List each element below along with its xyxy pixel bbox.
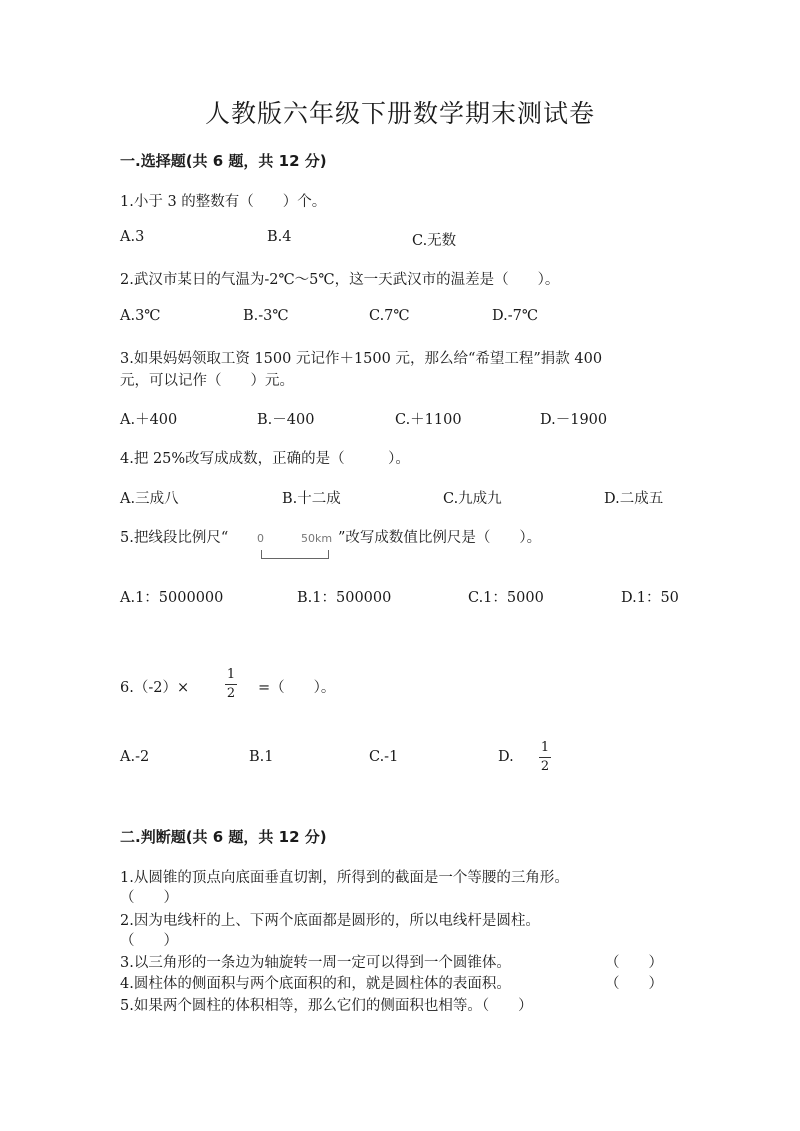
question-1: 1.小于 3 的整数有（ ）个。: [120, 194, 327, 210]
q6-option-b: B.1: [249, 749, 274, 765]
fraction-denominator: 2: [226, 686, 236, 701]
question-5-suffix: ”改写成数值比例尺是（ ）。: [338, 530, 542, 546]
q4-option-b: B.十二成: [282, 491, 341, 507]
question-3-line-1: 3.如果妈妈领取工资 1500 元记作＋1500 元，那么给“希望工程”捐款 400: [120, 351, 603, 367]
fraction-bar: [539, 757, 551, 758]
section-heading-choice: 一.选择题(共 6 题，共 12 分): [120, 152, 327, 170]
q5-option-d: D.1：50: [621, 590, 679, 606]
question-6-suffix: =（ ）。: [258, 680, 336, 696]
question-3-line-2: 元，可以记作（ ）元。: [120, 373, 294, 389]
q5-option-c: C.1：5000: [468, 590, 544, 606]
q6-option-d-fraction: [539, 741, 551, 774]
q1-option-b: B.4: [267, 229, 292, 245]
question-5-prefix: 5.把线段比例尺“: [120, 530, 229, 546]
q4-option-c: C.九成九: [443, 491, 502, 507]
q6-option-d: D.: [498, 749, 514, 765]
q1-option-a: A.3: [120, 229, 145, 245]
judgement-1: 1.从圆锥的顶点向底面垂直切割，所得到的截面是一个等腰的三角形。: [120, 870, 569, 886]
q4-option-a: A.三成八: [120, 491, 179, 507]
question-6-prefix: 6.（-2）×: [120, 680, 190, 696]
scale-end-label: 50km: [301, 532, 333, 545]
fraction-bar: [225, 684, 237, 685]
page-title: 人教版六年级下册数学期末测试卷: [204, 99, 595, 128]
q6-option-a: A.-2: [120, 749, 150, 765]
scale-start-label: 0: [257, 532, 264, 545]
q6-fraction: [225, 668, 237, 701]
question-2: 2.武汉市某日的气温为-2℃～5℃，这一天武汉市的温差是（ ）。: [120, 272, 560, 288]
judgement-4-bracket: （ ）: [605, 976, 663, 992]
scale-bar: [261, 550, 329, 559]
judgement-4: 4.圆柱体的侧面积与两个底面积的和，就是圆柱体的表面积。: [120, 976, 511, 992]
q3-option-a: A.＋400: [120, 412, 178, 428]
fraction-numerator: 1: [226, 667, 236, 682]
judgement-3: 3.以三角形的一条边为轴旋转一周一定可以得到一个圆锥体。: [120, 955, 511, 971]
section-heading-judgement: 二.判断题(共 6 题，共 12 分): [120, 828, 327, 846]
q2-option-c: C.7℃: [369, 308, 410, 324]
q3-option-b: B.－400: [257, 412, 315, 428]
q1-option-c: C.无数: [412, 233, 457, 249]
q3-option-d: D.－1900: [540, 412, 608, 428]
q5-option-a: A.1：5000000: [120, 590, 224, 606]
q6-option-c: C.-1: [369, 749, 399, 765]
q5-option-b: B.1：500000: [297, 590, 392, 606]
judgement-2: 2.因为电线杆的上、下两个底面都是圆形的，所以电线杆是圆柱。: [120, 913, 540, 929]
fraction-denominator: 2: [540, 759, 550, 774]
q2-option-d: D.-7℃: [492, 308, 539, 324]
q2-option-a: A.3℃: [120, 308, 161, 324]
q4-option-d: D.二成五: [604, 491, 664, 507]
judgement-2-bracket: （ ）: [120, 933, 178, 949]
q3-option-c: C.＋1100: [395, 412, 462, 428]
judgement-1-bracket: （ ）: [120, 890, 178, 906]
line-scale-figure: [257, 530, 339, 560]
fraction-numerator: 1: [540, 740, 550, 755]
judgement-5: 5.如果两个圆柱的体积相等，那么它们的侧面积也相等。（ ）: [120, 998, 533, 1014]
question-4: 4.把 25%改写成成数，正确的是（ ）。: [120, 451, 410, 467]
q2-option-b: B.-3℃: [243, 308, 289, 324]
judgement-3-bracket: （ ）: [605, 955, 663, 971]
